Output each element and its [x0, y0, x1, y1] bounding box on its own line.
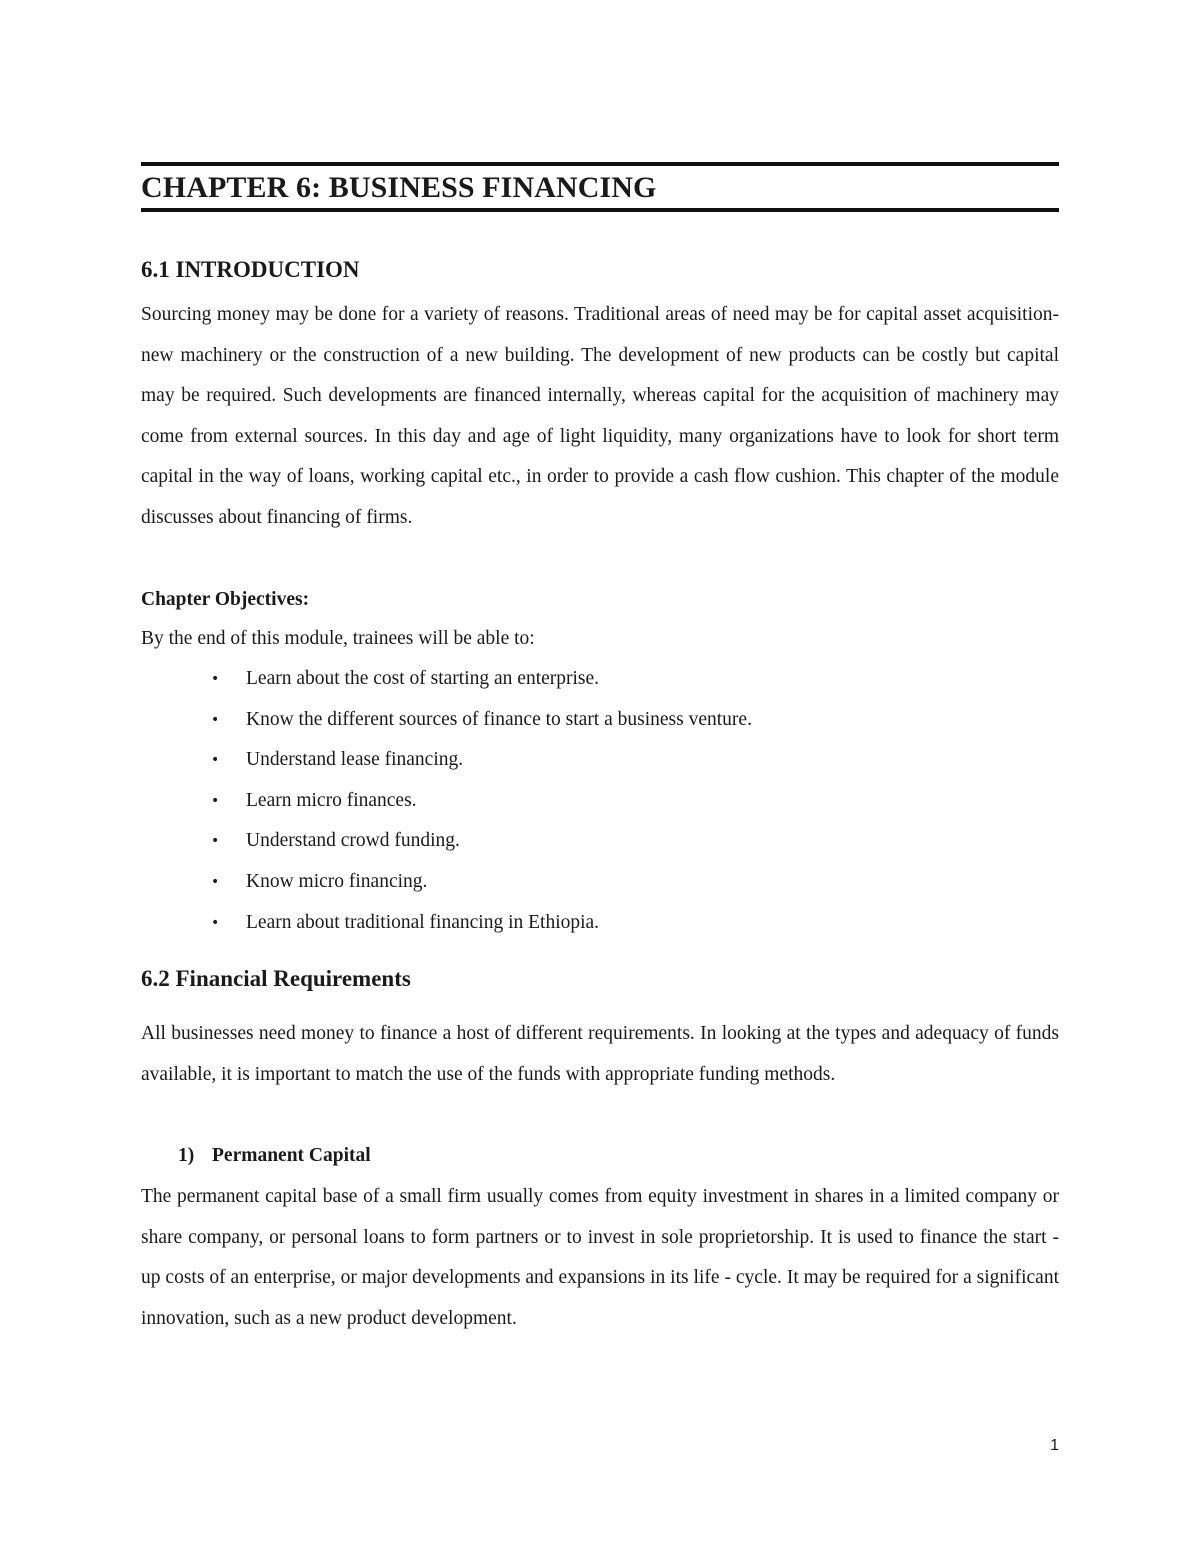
subsection-heading-permanent-capital — [178, 1142, 371, 1170]
objective-text: Learn about the cost of starting an enterprise. — [246, 668, 600, 689]
objective-text: Understand lease financing. — [246, 749, 464, 771]
bullet-icon: • — [211, 873, 220, 890]
objective-text: Learn micro finances. — [246, 789, 417, 811]
subsection-title: Permanent Capital — [212, 1145, 371, 1166]
permanent-capital-paragraph: The permanent capital base of a small firm usually comes from equity investment in shares in a limited company or share company, or personal loans to form partners or to invest in sole proprietorship. It is used to finance the start - up costs of an enterprise, or major developments and expansions in its life - cycle. It may be required for a significant innovation, such as a new product development. — [141, 1186, 1059, 1329]
bullet-icon: • — [211, 711, 220, 728]
objective-text: Understand crowd funding. — [246, 830, 460, 852]
section-heading-introduction: 6.1 INTRODUCTION — [141, 257, 360, 282]
subsection-number: 1) — [178, 1145, 195, 1166]
title-rule-top — [141, 162, 1059, 166]
title-rule-bottom — [141, 208, 1059, 212]
objective-text: Learn about traditional financing in Ethiopia. — [246, 911, 600, 933]
chapter-objectives-heading: Chapter Objectives: — [141, 589, 310, 610]
financial-requirements-paragraph: All businesses need money to finance a host of different requirements. In looking at the types and adequacy of funds available, it is important to match the use of the funds with appropriate funding methods. — [141, 1023, 1059, 1085]
bullet-icon: • — [211, 671, 220, 687]
document-page — [141, 0, 1059, 1553]
objective-text: Know the different sources of finance to start a business venture. — [246, 708, 752, 730]
chapter-title: CHAPTER 6: BUSINESS FINANCING — [141, 171, 657, 204]
bullet-icon: • — [211, 833, 220, 850]
page-number: 1 — [1050, 1437, 1059, 1454]
objectives-lead-text: By the end of this module, trainees will be able to: — [141, 628, 535, 649]
introduction-paragraph: Sourcing money may be done for a variety of reasons. Traditional areas of need may be for capital asset acquisition- new machinery or the construction of a new building. The development of new products can be costly but capital may be required. Such developments are financed internally, whereas capital for the acquisition of machinery may come from external sources. In this day and age of light liquidity, many organizations have to look for short term capital in the way of loans, working capital etc., in order to provide a cash flow cushion. This chapter of the module discusses about financing of firms. — [141, 304, 1059, 528]
section-heading-financial-requirements: 6.2 Financial Requirements — [141, 966, 411, 991]
bullet-icon: • — [211, 792, 220, 809]
bullet-icon: • — [211, 914, 220, 931]
objective-text: Know micro financing. — [246, 870, 428, 892]
bullet-icon: • — [211, 752, 220, 769]
